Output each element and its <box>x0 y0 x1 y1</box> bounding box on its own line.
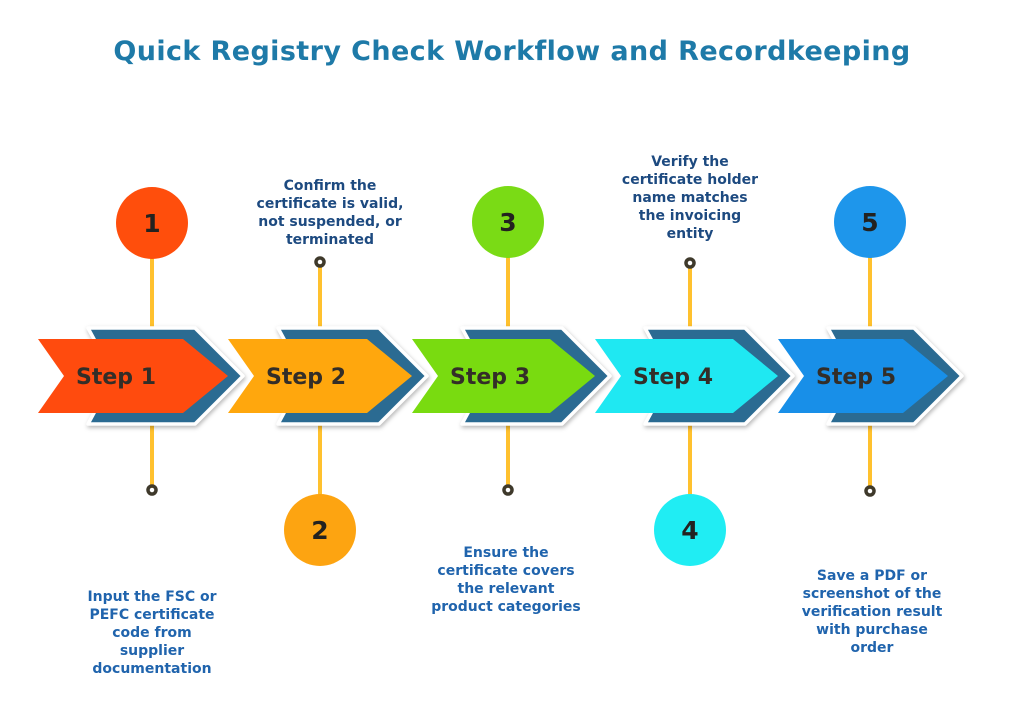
description-line: verification result <box>801 604 943 620</box>
description-line: entity <box>666 226 714 242</box>
step1-label: Step 1 <box>76 365 156 390</box>
step1-description <box>62 588 242 678</box>
description-line: product categories <box>431 599 581 615</box>
description-line: certificate holder <box>621 172 759 188</box>
step5-arrow-group <box>778 328 962 424</box>
description-line: supplier <box>119 643 185 659</box>
description-line: Confirm the <box>283 178 377 194</box>
description-line: code from <box>112 625 192 641</box>
step3-description <box>416 544 596 616</box>
step4-description <box>600 153 780 243</box>
step2-description <box>240 177 420 249</box>
step3-arrow-group <box>412 328 610 424</box>
description-line: certificate covers <box>437 563 575 579</box>
step3-number: 3 <box>499 208 517 237</box>
step5-end-dot <box>866 487 874 495</box>
step1-arrow-group <box>38 328 243 424</box>
step3-end-dot <box>504 486 512 494</box>
description-line: with purchase <box>816 622 928 638</box>
step5-label: Step 5 <box>816 365 896 390</box>
step2-label: Step 2 <box>266 365 346 390</box>
description-line: certificate is valid, <box>256 196 404 212</box>
description-line: Save a PDF or <box>816 568 928 584</box>
description-line: PEFC certificate <box>89 607 215 623</box>
step1-number: 1 <box>143 209 161 238</box>
description-line: terminated <box>285 232 375 248</box>
step4-end-dot <box>686 259 694 267</box>
step2-number-badge <box>284 494 356 566</box>
description-line: documentation <box>92 661 212 677</box>
step4-number: 4 <box>681 516 699 545</box>
step4-number-badge <box>654 494 726 566</box>
description-line: Ensure the <box>463 545 549 561</box>
step1-end-dot <box>148 486 156 494</box>
description-line: the invoicing <box>638 208 742 224</box>
description-line: Verify the <box>651 154 729 170</box>
description-line: name matches <box>632 190 748 206</box>
step4-arrow-group <box>595 328 793 424</box>
step5-number: 5 <box>861 208 879 237</box>
description-line: screenshot of the <box>802 586 942 602</box>
description-line: the relevant <box>457 581 555 597</box>
diagram-title: Quick Registry Check Workflow and Recordkeeping <box>113 36 911 67</box>
description-line: order <box>850 640 894 656</box>
step4-label: Step 4 <box>633 365 713 390</box>
description-line: not suspended, or <box>258 214 402 230</box>
step1-number-badge <box>116 187 188 259</box>
step5-description <box>777 567 967 657</box>
step5-number-badge <box>834 186 906 258</box>
description-line: Input the FSC or <box>87 589 217 605</box>
step2-number: 2 <box>311 516 329 545</box>
step2-arrow-group <box>228 328 427 424</box>
step2-end-dot <box>316 258 324 266</box>
step3-label: Step 3 <box>450 365 530 390</box>
step3-number-badge <box>472 186 544 258</box>
